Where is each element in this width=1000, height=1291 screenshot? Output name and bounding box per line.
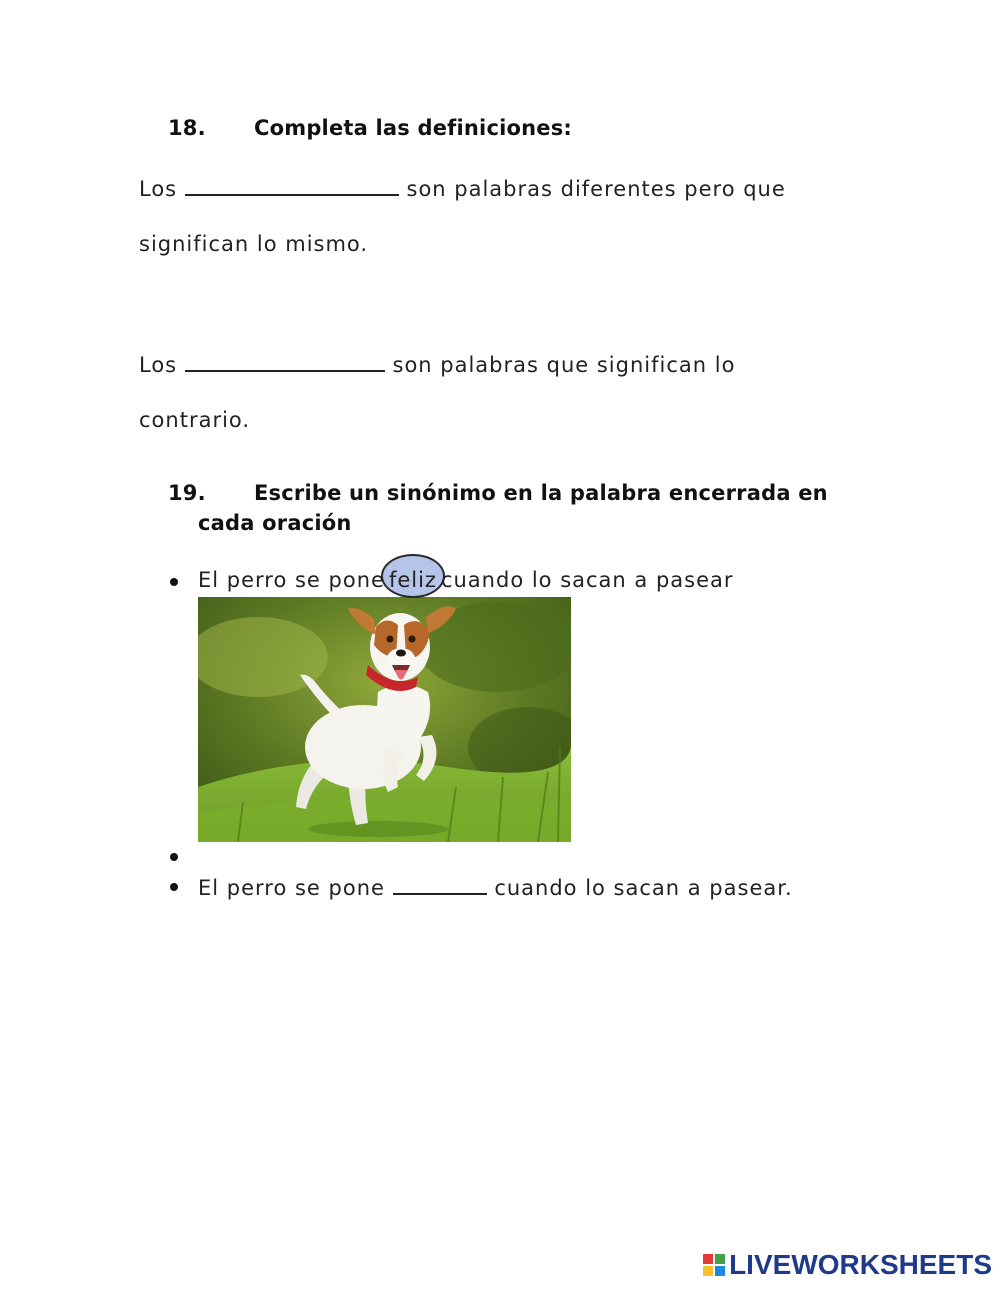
sentence-2 <box>198 873 793 900</box>
answer-blank-synonym[interactable] <box>393 873 487 895</box>
question-number: 18. <box>168 116 206 140</box>
question-18-heading <box>168 116 572 140</box>
logo-blocks-icon <box>703 1254 725 1276</box>
bullet-icon <box>170 883 178 891</box>
sentence-text: cuando lo sacan a pasear. <box>494 876 793 900</box>
line-text: Los <box>139 177 178 201</box>
answer-blank-antonyms[interactable] <box>185 350 385 372</box>
dog-photo <box>198 597 571 842</box>
question-number: 19. <box>168 481 206 505</box>
definition-line-1 <box>139 174 786 201</box>
question-title: Escribe un sinónimo en la palabra encerrada en <box>254 481 828 505</box>
question-19-heading-cont: cada oración <box>198 511 352 535</box>
circled-word: feliz <box>385 568 441 592</box>
question-title: Completa las definiciones: <box>254 116 573 140</box>
bullet-icon <box>170 578 178 586</box>
definition-line-4: contrario. <box>139 408 251 432</box>
line-text: son palabras diferentes pero que <box>406 177 786 201</box>
sentence-text: cuando lo sacan a pasear <box>440 568 734 592</box>
line-text: Los <box>139 353 178 377</box>
sentence-text: El perro se pone <box>198 876 385 900</box>
sentence-text: El perro se pone <box>198 568 385 592</box>
line-text: son palabras que significan lo <box>392 353 736 377</box>
definition-line-2: significan lo mismo. <box>139 232 369 256</box>
definition-line-3 <box>139 350 735 377</box>
answer-blank-synonyms[interactable] <box>185 174 399 196</box>
question-19-heading <box>168 481 828 505</box>
logo-text: LIVEWORKSHEETS <box>729 1249 992 1280</box>
liveworksheets-logo <box>703 1249 992 1281</box>
sentence-1 <box>198 568 734 592</box>
bullet-icon <box>170 853 178 861</box>
